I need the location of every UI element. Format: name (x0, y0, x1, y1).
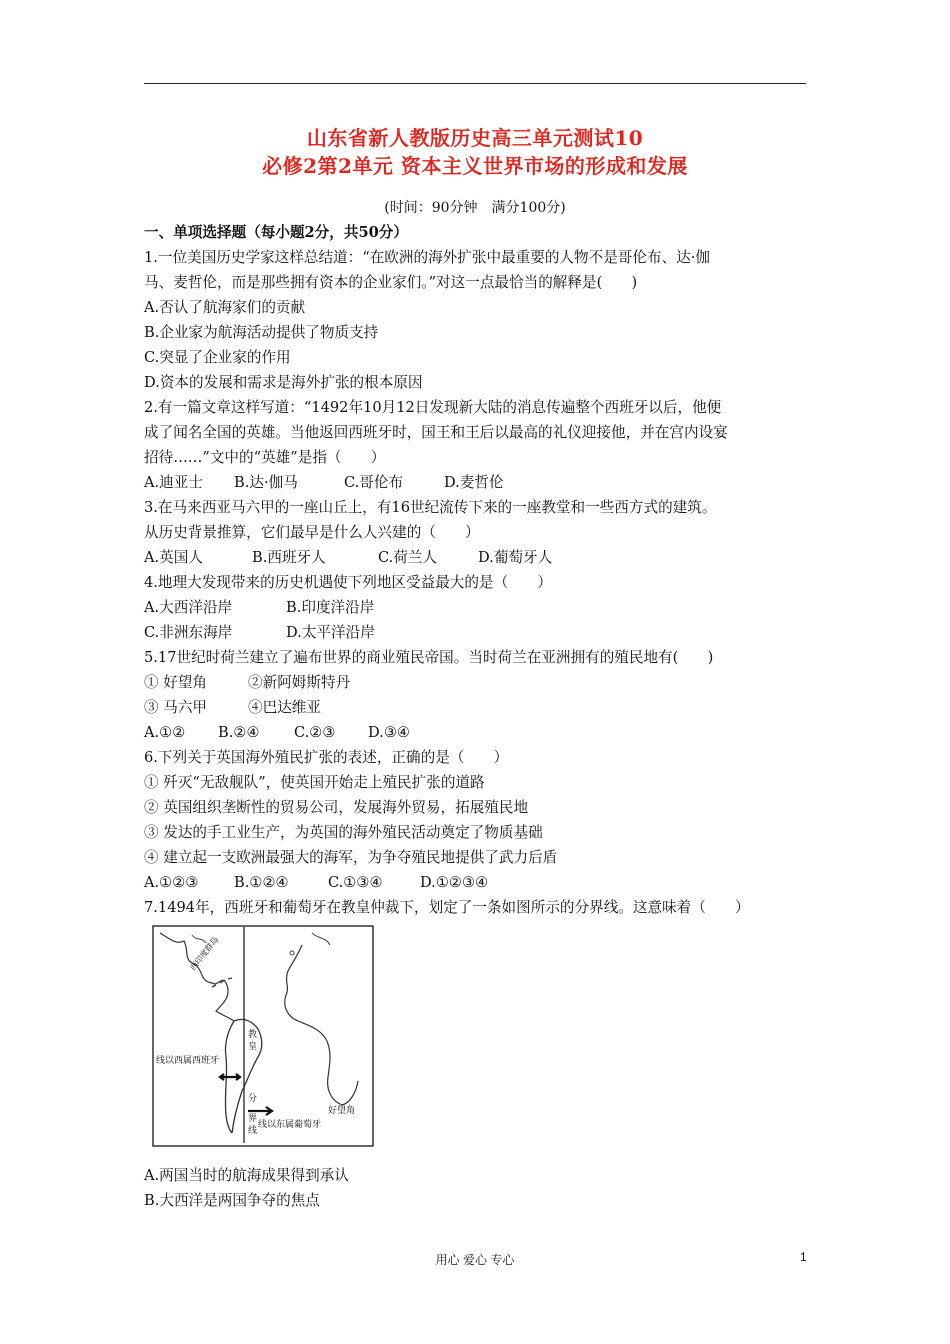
page-number: 1 (800, 1250, 807, 1264)
dividing-label-3: 线 (248, 1126, 258, 1136)
q3-option-d: D.葡萄牙人 (478, 549, 553, 566)
q5-item-1: ① 好望角 (144, 674, 208, 691)
q3-option-c: C.荷兰人 (378, 549, 438, 566)
q6-option-b: B.①②④ (234, 874, 289, 891)
document-subtitle-title: 必修2第2单元 资本主义世界市场的形成和发展 (262, 154, 688, 178)
q2-stem-line1: 2.有一篇文章这样写道：“1492年10月12日发现新大陆的消息传遍整个西班牙以后，他便 (144, 399, 722, 416)
q2-stem-line2: 成了闻名全国的英雄。当他返回西班牙时，国王和王后以最高的礼仪迎接他，并在宫内设宴 (144, 424, 728, 441)
q5-items-row2 (144, 695, 808, 720)
papal-label-1: 教 (248, 1030, 258, 1040)
q5-option-b: B.②④ (218, 724, 260, 741)
q3-option-b: B.西班牙人 (252, 549, 326, 566)
q5-item-2: ②新阿姆斯特丹 (248, 674, 351, 691)
q3-options (144, 545, 808, 570)
dividing-label-2: 界 (248, 1114, 258, 1124)
q5-options (144, 720, 808, 745)
q6-item-2: ② 英国组织垄断性的贸易公司，发展海外贸易，拓展殖民地 (144, 799, 529, 816)
q3-stem-line2: 从历史背景推算，它们最早是什么人兴建的（ ） (144, 524, 480, 541)
q2-option-c: C.哥伦布 (344, 474, 404, 491)
q4-stem: 4.地理大发现带来的历史机遇使下列地区受益最大的是（ ） (144, 574, 552, 591)
q1-option-c: C.突显了企业家的作用 (144, 349, 291, 366)
q4-option-c: C.非洲东海岸 (144, 624, 233, 641)
top-rule (144, 83, 806, 84)
q4-option-d: D.太平洋沿岸 (286, 624, 375, 641)
dividing-label-1: 分 (248, 1094, 258, 1104)
q6-stem: 6.下列关于英国海外殖民扩张的表述，正确的是（ ） (144, 749, 509, 766)
q4-options-row2 (144, 620, 808, 645)
document-title: 山东省新人教版历史高三单元测试10 (306, 126, 644, 150)
q7-option-a: A.两国当时的航海成果得到承认 (144, 1167, 349, 1184)
west-indies-label: 西印度群岛 (188, 935, 221, 973)
q4-option-b: B.印度洋沿岸 (286, 599, 375, 616)
q2-option-b: B.达·伽马 (234, 474, 298, 491)
q1-option-d: D.资本的发展和需求是海外扩张的根本原因 (144, 374, 423, 391)
q1-option-b: B.企业家为航海活动提供了物质支持 (144, 324, 379, 341)
q6-option-a: A.①②③ (144, 874, 199, 891)
q5-item-4: ④巴达维亚 (248, 699, 321, 716)
q7-option-b: B.大西洋是两国争夺的焦点 (144, 1192, 320, 1209)
q1-stem-line2: 马、麦哲伦，而是那些拥有资本的企业家们。”对这一点最恰当的解释是( ) (144, 274, 638, 291)
q1-option-a: A.否认了航海家们的贡献 (144, 299, 306, 316)
cape-label: 好望角 (328, 1106, 356, 1116)
q2-option-a: A.迪亚士 (144, 474, 203, 491)
q5-items-row1 (144, 670, 808, 695)
papal-label-2: 皇 (248, 1042, 258, 1052)
page-footer: 用心 爱心 专心 (435, 1253, 515, 1267)
q2-option-d: D.麦哲伦 (444, 474, 504, 491)
q3-option-a: A.英国人 (144, 549, 203, 566)
q6-item-4: ④ 建立起一支欧洲最强大的海军，为争夺殖民地提供了武力后盾 (144, 849, 558, 866)
q5-item-3: ③ 马六甲 (144, 699, 208, 716)
q3-stem-line1: 3.在马来西亚马六甲的一座山丘上，有16世纪流传下来的一座教堂和一些西方式的建筑。 (144, 499, 717, 516)
section-heading: 一、单项选择题（每小题2分，共50分） (144, 224, 408, 241)
q2-stem-line3: 招待……”文中的“英雄”是指（ ） (144, 449, 386, 466)
papal-line-map (152, 925, 374, 1147)
map-figure (152, 925, 374, 1147)
q4-options-row1 (144, 595, 808, 620)
q1-stem-line1: 1.一位美国历史学家这样总结道：“在欧洲的海外扩张中最重要的人物不是哥伦布、达·伽 (144, 249, 710, 266)
q7-stem: 7.1494年，西班牙和葡萄牙在教皇仲裁下，划定了一条如图所示的分界线。这意味着（ ） (144, 899, 750, 916)
q6-options (144, 870, 808, 895)
q6-option-c: C.①③④ (328, 874, 383, 891)
q5-option-c: C.②③ (294, 724, 336, 741)
q6-item-1: ① 歼灭“无敌舰队”，使英国开始走上殖民扩张的道路 (144, 774, 485, 791)
east-portugal-label: 线以东属葡萄牙 (258, 1120, 322, 1130)
time-and-score: (时间：90分钟 满分100分) (384, 200, 566, 216)
q4-option-a: A.大西洋沿岸 (144, 599, 233, 616)
q5-option-d: D.③④ (368, 724, 410, 741)
q2-options (144, 470, 808, 495)
q6-item-3: ③ 发达的手工业生产，为英国的海外殖民活动奠定了物质基础 (144, 824, 543, 841)
q5-stem: 5.17世纪时荷兰建立了遍布世界的商业殖民帝国。当时荷兰在亚洲拥有的殖民地有( ) (144, 649, 714, 666)
question-content (144, 220, 808, 1213)
q5-option-a: A.①② (144, 724, 186, 741)
west-spain-label: 线以西属西班牙 (156, 1056, 220, 1066)
q6-option-d: D.①②③④ (420, 874, 489, 891)
